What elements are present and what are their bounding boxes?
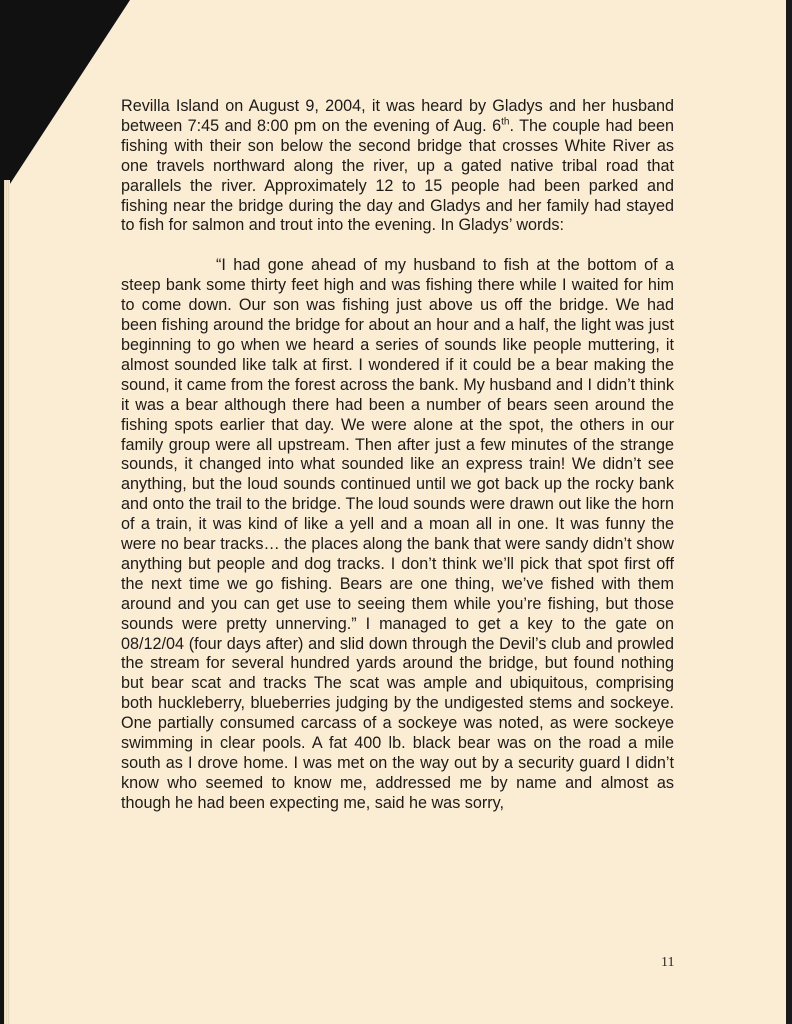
body-text bbox=[121, 97, 674, 814]
scan-border bbox=[786, 0, 792, 1024]
paragraph-2-quote: “I had gone ahead of my husband to fish at the bottom of a steep bank some thirty feet high and was fishing there while I waited for him to come down. Our son was fishing just above us off the bridge. We had been fishing around the bridge for about an hour and a half, the light was just beginning to go when we heard a series of sounds like people muttering, it almost sounded like talk at first. I wondered if it could be a bear making the sound, it came from the forest across the bank. My husband and I didn’t think it was a bear although there had been a number of bears seen around the fishing spots earlier that day. We were alone at the spot, the others in our family group were all upstream. Then after just a few minutes of the strange sounds, it changed into what sounded like an express train! We didn’t see anything, but the loud sounds continued until we got back up the rocky bank and onto the trail to the bridge. The loud sounds were drawn out like the horn of a train, it was kind of like a yell and a moan all in one. It was funny the were no bear tracks… the places along the bank that were sandy didn’t show anything but people and dog tracks. I don’t think we’ll pick that spot first off the next time we go fishing. Bears are one thing, we’ve fished with them around and you can get use to seeing them while you’re fishing, but those sounds were pretty unnerving.” I managed to get a key to the gate on 08/12/04 (four days after) and slid down through the Devil’s club and prowled the stream for several hundred yards around the bridge, but found nothing but bear scat and tracks The scat was ample and ubiquitous, comprising both huckleberry, blueberries judging by the undigested stems and sockeye. One partially consumed carcass of a sockeye was noted, as were sockeye swimming in clear pools. A fat 400 lb. black bear was on the road a mile south as I drove home. I was met on the way out by a security guard I didn’t know who seemed to know me, addressed me by name and almost as though he had been expecting me, said he was sorry, bbox=[121, 256, 674, 812]
paragraph-1 bbox=[121, 97, 674, 236]
paragraph-1-text-start: Revilla Island on August 9, 2004, it was heard by Gladys and her husband between 7:45 and 8:00 pm on the evening of Aug. 6 bbox=[121, 97, 674, 135]
page-number: 11 bbox=[661, 955, 675, 970]
ordinal-superscript: th bbox=[501, 116, 510, 128]
stacked-page-edge bbox=[4, 180, 10, 1024]
paragraph-1-text-end: . The couple had been fishing with their son below the second bridge that crosses White River as one travels northward along the river, up a gated native tribal road that parallels the river. Approximately 12 to 15 people had been parked and fishing near the bridge during the day and Gladys and her family had stayed to fish for salmon and trout into the evening. In Gladys’ words: bbox=[121, 116, 674, 235]
